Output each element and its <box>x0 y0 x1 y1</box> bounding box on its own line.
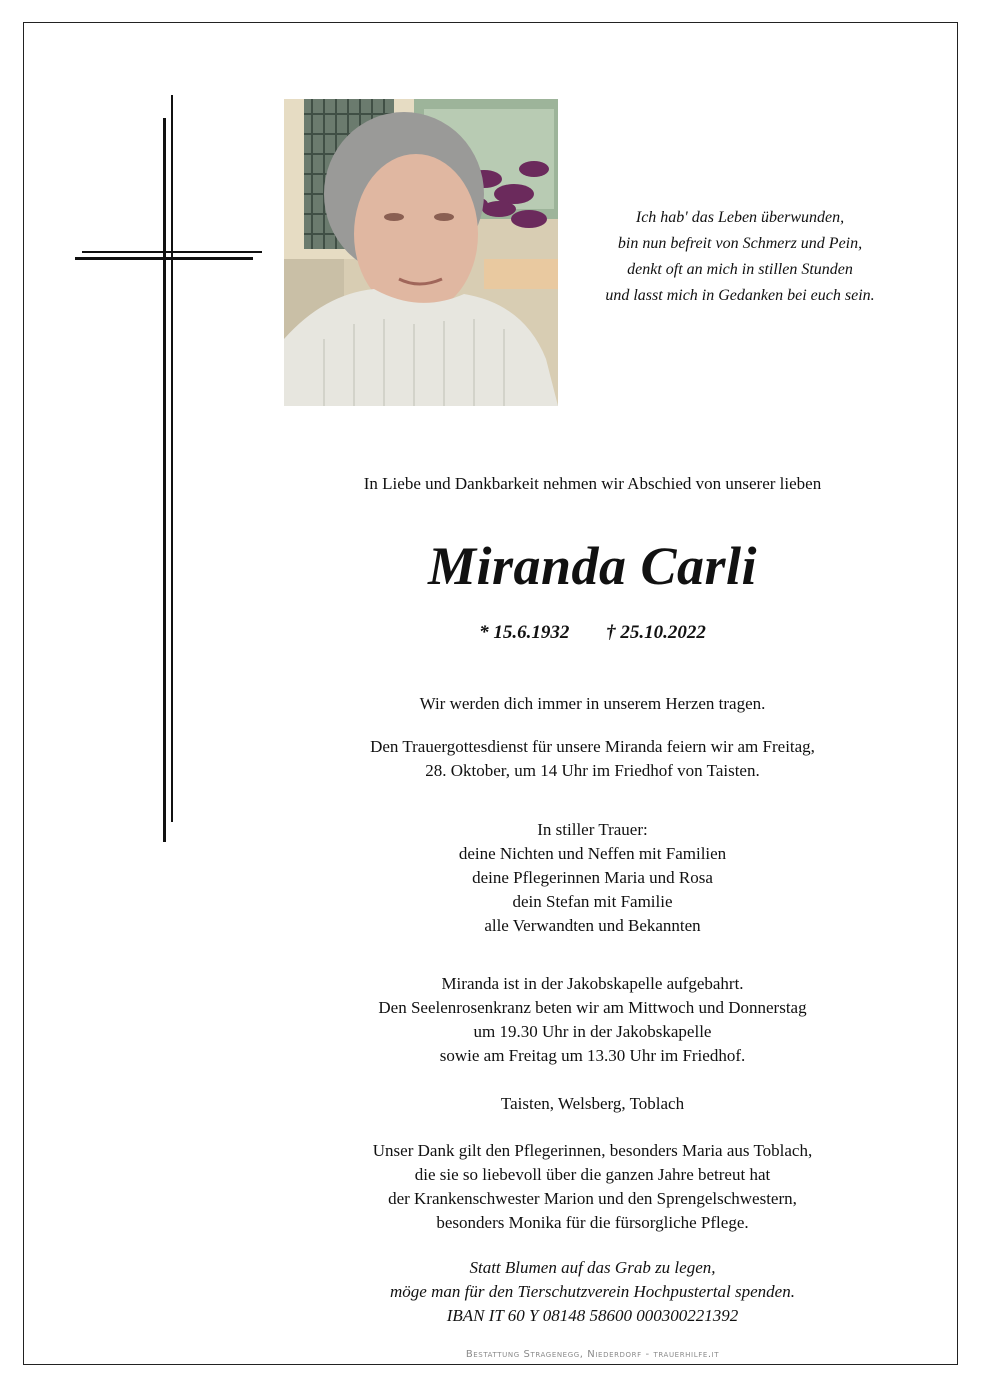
donation-line: IBAN IT 60 Y 08148 58600 000300221392 <box>446 1306 739 1325</box>
poem-line: Ich hab' das Leben überwunden, <box>635 209 845 226</box>
death-date: † 25.10.2022 <box>606 622 706 643</box>
poem-line: bin nun befreit von Schmerz und Pein, <box>617 235 863 252</box>
mourners-line: alle Verwandten und Bekannten <box>484 916 701 935</box>
intro-text: In Liebe und Dankbarkeit nehmen wir Abschied von unserer lieben <box>363 474 822 493</box>
wake-line: Miranda ist in der Jakobskapelle aufgebahrt. <box>441 974 744 993</box>
donation-line: Statt Blumen auf das Grab zu legen, <box>469 1258 716 1277</box>
deceased-name: Miranda Carli <box>427 536 758 596</box>
service-line: 28. Oktober, um 14 Uhr im Friedhof von Taisten. <box>425 761 760 780</box>
thanks-line: der Krankenschwester Marion und den Sprengelschwestern, <box>388 1189 797 1208</box>
poem-line: und lasst mich in Gedanken bei euch sein. <box>605 287 875 304</box>
service-info <box>290 735 895 783</box>
mourners-line: dein Stefan mit Familie <box>512 892 673 911</box>
donation-line: möge man für den Tierschutzverein Hochpustertal spenden. <box>390 1282 795 1301</box>
poem-line: denkt oft an mich in stillen Stunden <box>627 261 853 278</box>
footer-credit: Bestattung Stragenegg, Niederdorf - trauerhilfe.it <box>465 1349 720 1360</box>
wake-info <box>290 972 895 1068</box>
wake-line: Den Seelenrosenkranz beten wir am Mittwoch und Donnerstag <box>378 998 807 1017</box>
donation-info <box>290 1256 895 1328</box>
motto: Wir werden dich immer in unserem Herzen tragen. <box>419 694 766 713</box>
places: Taisten, Welsberg, Toblach <box>500 1094 685 1113</box>
thanks-line: die sie so liebevoll über die ganzen Jahre betreut hat <box>414 1165 771 1184</box>
thanks-line: besonders Monika für die fürsorgliche Pflege. <box>436 1213 749 1232</box>
poem <box>580 205 900 309</box>
life-dates <box>290 622 895 644</box>
portrait-photo <box>284 99 558 406</box>
service-line: Den Trauergottesdienst für unsere Miranda feiern wir am Freitag, <box>370 737 815 756</box>
mourners-line: deine Pflegerinnen Maria und Rosa <box>472 868 713 887</box>
mourners-line: In stiller Trauer: <box>537 820 648 839</box>
wake-line: sowie am Freitag um 13.30 Uhr im Friedhof. <box>439 1046 746 1065</box>
thanks <box>290 1139 895 1235</box>
mourners-line: deine Nichten und Neffen mit Familien <box>458 844 727 863</box>
mourners <box>290 818 895 938</box>
wake-line: um 19.30 Uhr in der Jakobskapelle <box>473 1022 712 1041</box>
thanks-line: Unser Dank gilt den Pflegerinnen, besonders Maria aus Toblach, <box>372 1141 813 1160</box>
birth-date: * 15.6.1932 <box>479 622 570 643</box>
